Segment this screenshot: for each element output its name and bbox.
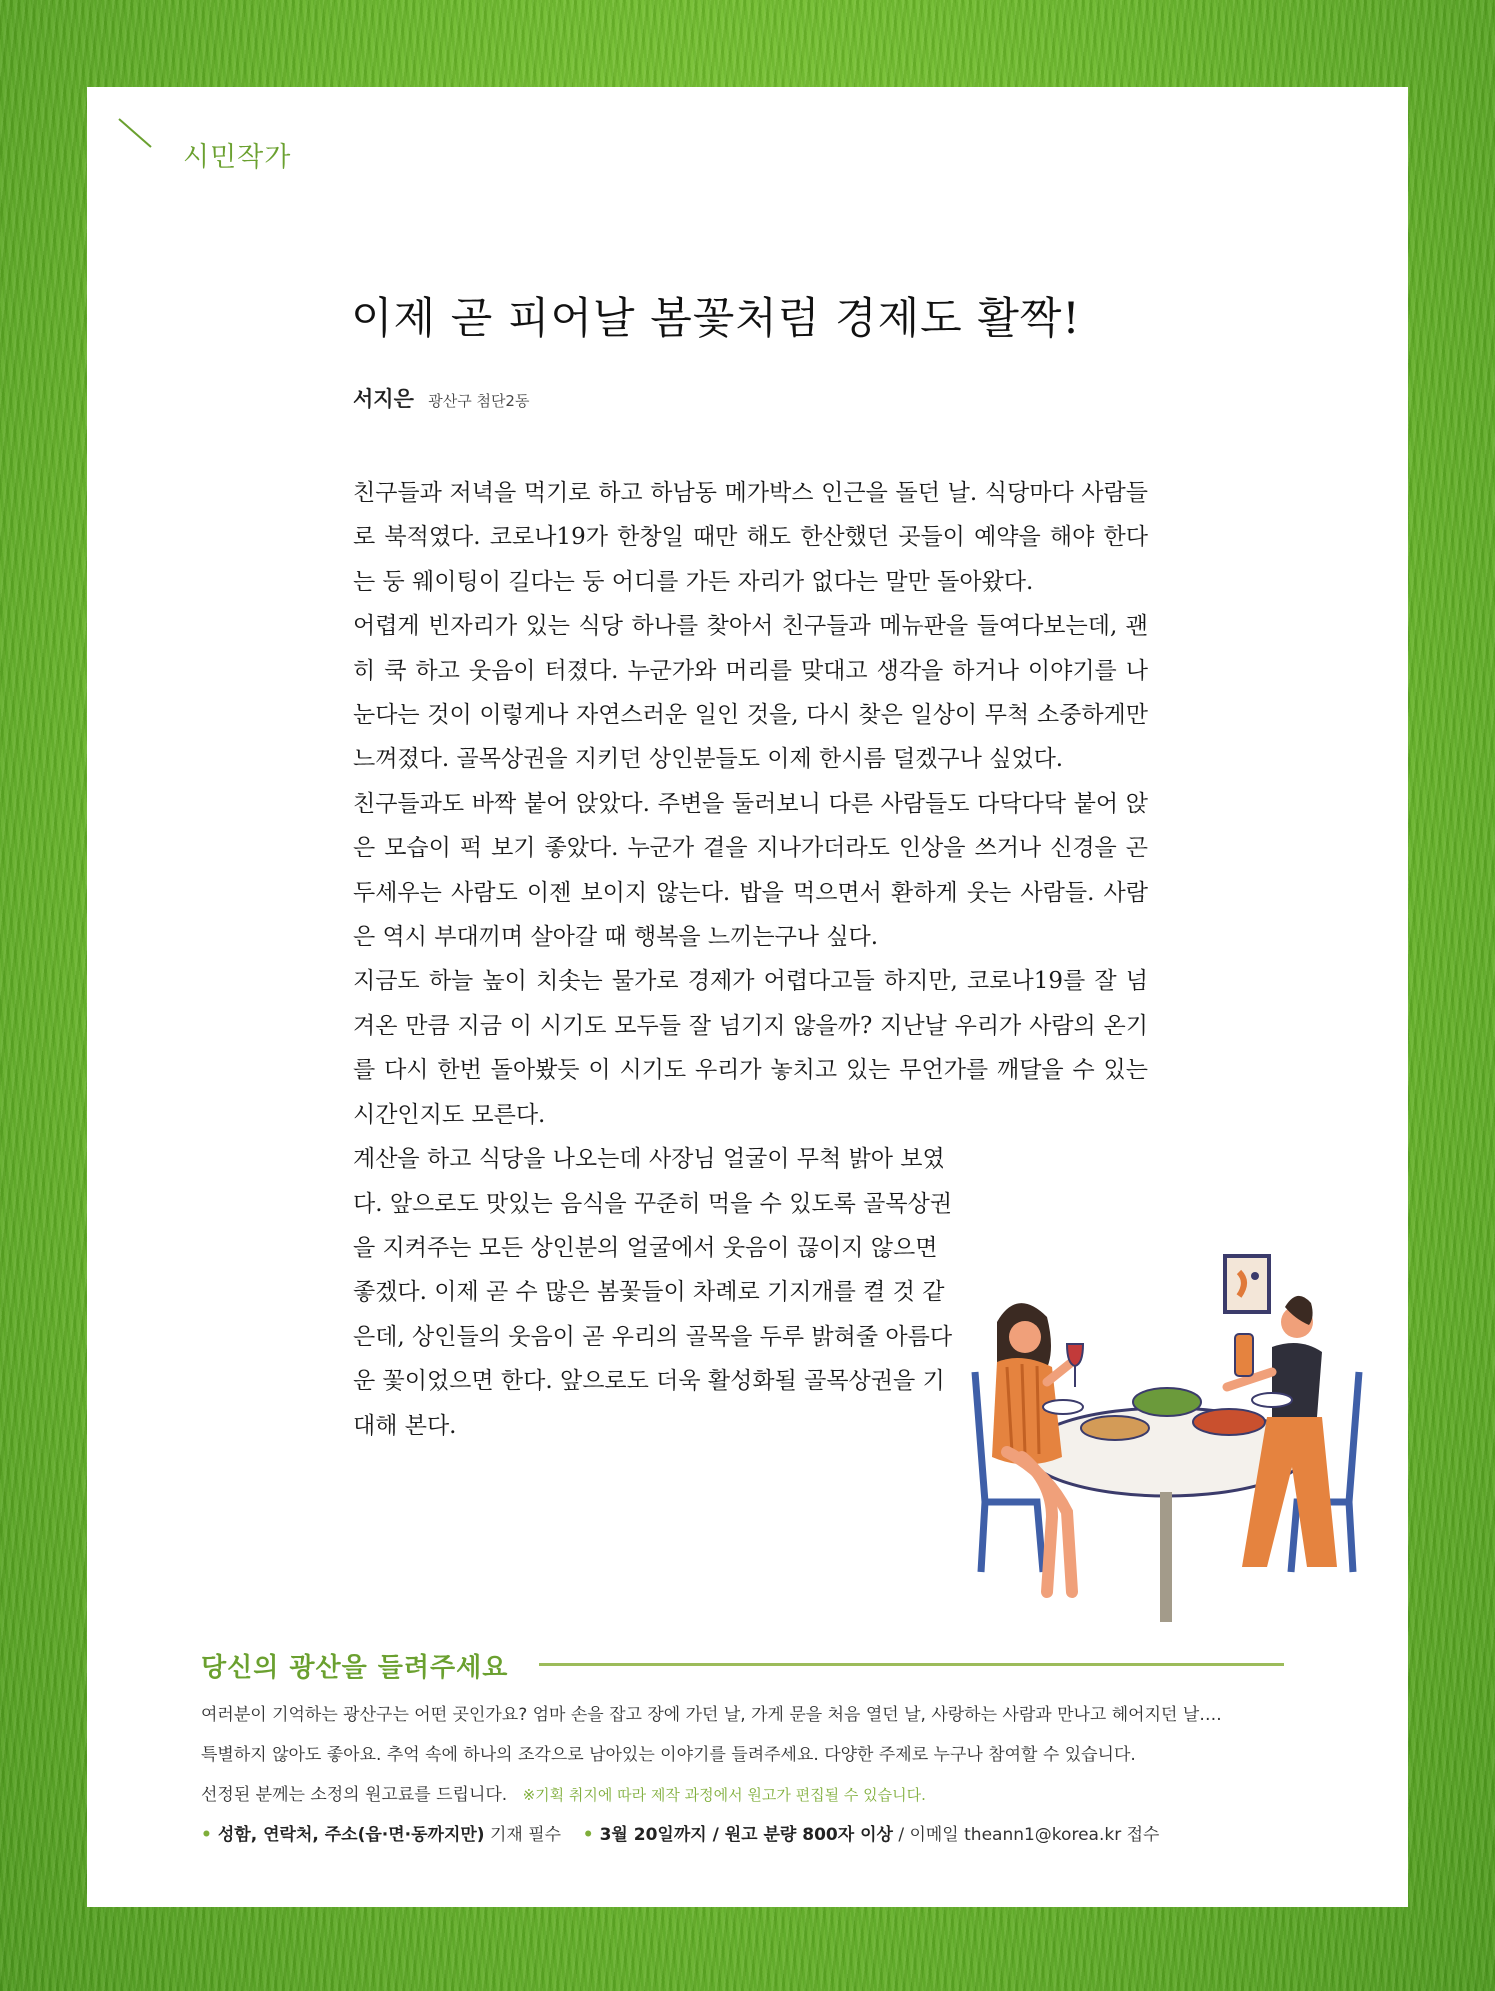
guide-line: 특별하지 않아도 좋아요. 추억 속에 하나의 조각으로 남아있는 이야기를 들려주세요. 다양한 주제로 누구나 참여할 수 있습니다. (201, 1745, 1136, 1765)
bullet-icon: • (582, 1825, 594, 1845)
guide-line: 여러분이 기억하는 광산구는 어떤 곳인가요? 엄마 손을 잡고 장에 가던 날, 가게 문을 처음 열던 날, 사랑하는 사람과 만나고 헤어지던 날…. (201, 1705, 1222, 1725)
byline (353, 383, 529, 413)
requirement-2-tail: / 이메일 theann1@korea.kr 접수 (898, 1825, 1160, 1845)
two-women-dining-icon (967, 1252, 1367, 1632)
fee-text: 선정된 분께는 소정의 원고료를 드립니다. (201, 1785, 508, 1805)
author-place: 광산구 첨단2동 (428, 392, 530, 410)
section-tag (117, 117, 317, 177)
author-name: 서지은 (353, 387, 414, 411)
bullet-icon: • (201, 1825, 212, 1845)
paragraph: 친구들과도 바짝 붙어 앉았다. 주변을 둘러보니 다른 사람들도 다닥다닥 붙어 앉은 모습이 퍽 보기 좋았다. 누군가 곁을 지나가더라도 인상을 쓰거나 신경을 곤두세우는 사람도 이젠 보이지 않는다. 밥을 먹으면서 환하게 웃는 사람들. 사람은 역시 부대끼며 살아갈 때 행복을 느끼는구나 싶다. (353, 790, 1148, 951)
requirement-1-tail: 기재 필수 (489, 1825, 562, 1845)
footer-heading: 당신의 광산을 들려주세요 (201, 1653, 509, 1683)
paragraph: 친구들과 저녁을 먹기로 하고 하남동 메가박스 인근을 돌던 날. 식당마다 사람들로 북적였다. 코로나19가 한창일 때만 해도 한산했던 곳들이 예약을 해야 한다는 둥 웨이팅이 길다는 둥 어디를 가든 자리가 없다는 말만 돌아왔다. (353, 480, 1148, 595)
slash-icon (117, 117, 157, 157)
section-label: 시민작가 (183, 142, 292, 173)
requirement-1: 성함, 연락처, 주소(읍·면·동까지만) (217, 1825, 485, 1845)
article-page (87, 87, 1408, 1907)
footer-divider (539, 1663, 1284, 1666)
paragraph: 지금도 하늘 높이 치솟는 물가로 경제가 어렵다고들 하지만, 코로나19를 잘 넘겨온 만큼 지금 이 시기도 모두들 잘 넘기지 않을까? 지난날 우리가 사람의 온기를 다시 한번 돌아봤듯 이 시기도 우리가 놓치고 있는 무언가를 깨달을 수 있는 시간인지도 모른다. (353, 968, 1148, 1128)
requirements-line (201, 1815, 1341, 1855)
paragraph: 계산을 하고 식당을 나오는데 사장님 얼굴이 무척 밝아 보였다. 앞으로도 맛있는 음식을 꾸준히 먹을 수 있도록 골목상권을 지켜주는 모든 상인분의 얼굴에서 웃음이 끊이지 않으면 좋겠다. 이제 곧 수 많은 봄꽃들이 차례로 기지개를 켤 것 같은데, 상인들의 웃음이 곧 우리의 골목을 두루 밝혀줄 아름다운 꽃이었으면 한다. 앞으로도 더욱 활성화될 골목상권을 기대해 본다. (353, 1146, 953, 1439)
submission-guide (201, 1695, 1341, 1855)
requirement-2: 3월 20일까지 / 원고 분량 800자 이상 (599, 1825, 893, 1845)
guide-line (201, 1775, 1341, 1815)
article-title: 이제 곧 피어날 봄꽃처럼 경제도 활짝! (351, 294, 1081, 344)
edit-note: ※기획 취지에 따라 제작 과정에서 원고가 편집될 수 있습니다. (522, 1786, 926, 1804)
paragraph: 어렵게 빈자리가 있는 식당 하나를 찾아서 친구들과 메뉴판을 들여다보는데, 괜히 쿡 하고 웃음이 터졌다. 누군가와 머리를 맞대고 생각을 하거나 이야기를 나눈다는 것이 이렇게나 자연스러운 일인 것을, 다시 찾은 일상이 무척 소중하게만 느껴졌다. 골목상권을 지키던 상인분들도 이제 한시름 덜겠구나 싶었다. (353, 613, 1148, 773)
